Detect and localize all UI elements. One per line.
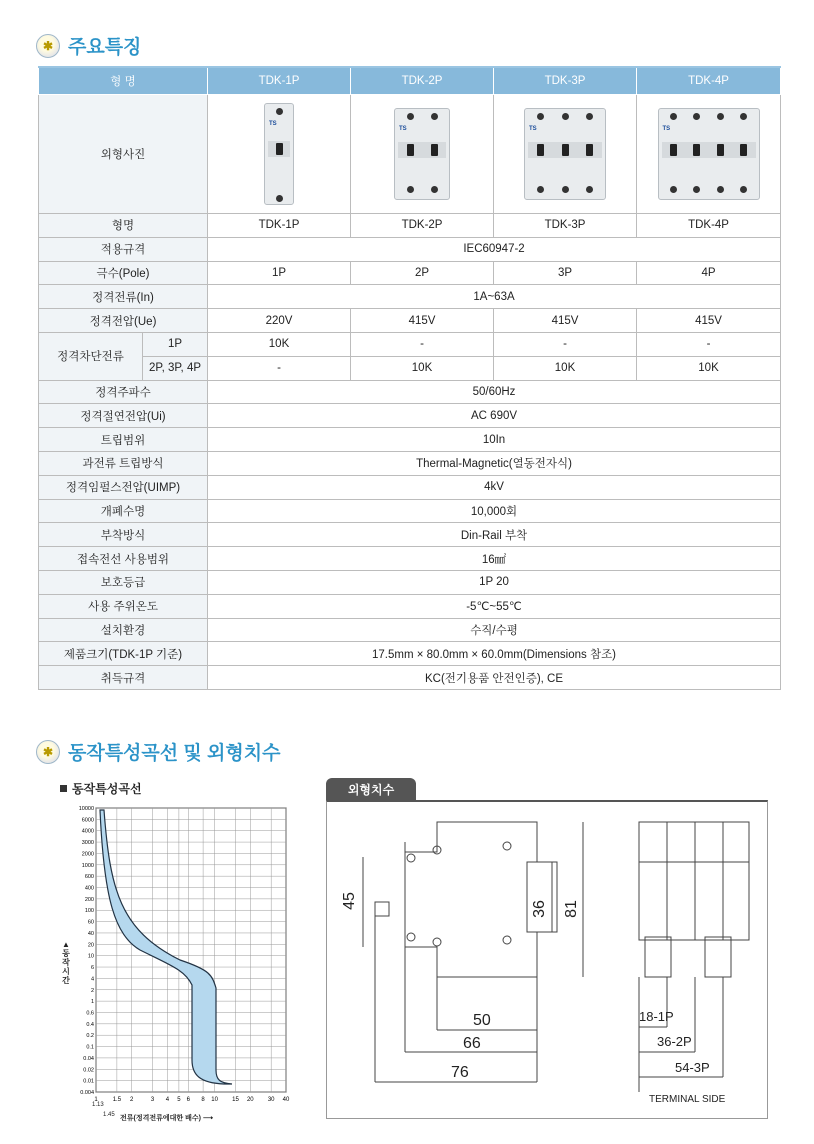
y-tick-label: 0.04: [83, 1055, 94, 1062]
table-row: [39, 309, 781, 333]
y-tick-label: 0.004: [80, 1090, 94, 1096]
row-label: 부착방식: [39, 523, 208, 547]
x-tick-label: 10: [211, 1097, 218, 1103]
row-label: 적용규격: [39, 237, 208, 261]
row-label: 정격주파수: [39, 380, 208, 404]
lightbulb-icon: ✱: [36, 34, 60, 58]
spec-table: [38, 66, 781, 690]
photo-row: [39, 95, 781, 214]
y-tick-label: 600: [84, 874, 94, 881]
table-row: [39, 332, 781, 356]
chart-frame: [96, 808, 286, 1092]
table-row: [39, 261, 781, 285]
x-tick-label: 1.5: [112, 1097, 122, 1103]
breaker-image-2p: TS: [394, 108, 450, 200]
y-tick-label: 4000: [81, 828, 94, 835]
section-title-curves: [36, 738, 280, 765]
cell: 10K: [637, 356, 781, 380]
cell: -: [494, 332, 637, 356]
dim-36-2p: 36-2P: [657, 1034, 692, 1049]
x-tick-label: 40: [282, 1097, 290, 1103]
row-label: 제품크기(TDK-1P 기준): [39, 642, 208, 666]
cell: -5℃~55℃: [208, 594, 781, 618]
cell: 2P: [351, 261, 494, 285]
table-row: [39, 428, 781, 452]
curve-title: 동작특성곡선: [72, 782, 142, 796]
y-tick-label: 1: [90, 999, 94, 1006]
row-label: 취득규격: [39, 666, 208, 690]
curve-x-label: 전류(정격전류에대한 배수) ⟶: [120, 1115, 213, 1122]
table-row: [39, 594, 781, 618]
cell: -: [637, 332, 781, 356]
x-tick-label: 2: [130, 1097, 134, 1103]
table-row: [39, 380, 781, 404]
table-row: [39, 499, 781, 523]
table-row: [39, 214, 781, 238]
cell: 415V: [637, 309, 781, 333]
cell: 3P: [494, 261, 637, 285]
dim-81: 81: [562, 900, 580, 918]
breaker-image-4p: TS: [658, 108, 760, 200]
cell: AC 690V: [208, 404, 781, 428]
row-label: 접속전선 사용범위: [39, 547, 208, 571]
cell: -: [351, 332, 494, 356]
cell: TDK-3P: [494, 214, 637, 238]
dim-36: 36: [530, 900, 548, 918]
cell: 16㎟: [208, 547, 781, 571]
table-row: [39, 404, 781, 428]
table-row: [39, 570, 781, 594]
x-tick-label: 1: [94, 1097, 98, 1103]
cell: 10K: [351, 356, 494, 380]
x-tick-label: 4: [165, 1097, 170, 1103]
cell: -: [208, 356, 351, 380]
cell: TDK-1P: [208, 214, 351, 238]
cell: 220V: [208, 309, 351, 333]
breaker-image-3p: TS: [524, 108, 606, 200]
y-tick-label: 3000: [81, 840, 94, 847]
square-bullet-icon: [60, 785, 67, 792]
cell: 1A~63A: [208, 285, 781, 309]
row-label: 정격전류(In): [39, 285, 208, 309]
section-title-text: 주요특징: [68, 37, 142, 58]
y-tick-label: 4: [90, 976, 94, 983]
table-row: [39, 523, 781, 547]
row-label: 설치환경: [39, 618, 208, 642]
row-label: 사용 주위온도: [39, 594, 208, 618]
table-row: [39, 618, 781, 642]
table-row: [39, 356, 781, 380]
cell: 10In: [208, 428, 781, 452]
cell: 50/60Hz: [208, 380, 781, 404]
table-header-row: [39, 67, 781, 95]
cell: IEC60947-2: [208, 237, 781, 261]
cell: 1P 20: [208, 570, 781, 594]
table-row: [39, 666, 781, 690]
row-label: 형명: [39, 214, 208, 238]
row-label: 정격임펄스전압(UIMP): [39, 475, 208, 499]
cell: TDK-2P: [351, 214, 494, 238]
y-tick-label: 40: [87, 930, 94, 937]
table-row: [39, 285, 781, 309]
y-tick-label: 1000: [81, 862, 94, 869]
table-row: [39, 642, 781, 666]
table-row: [39, 475, 781, 499]
table-row: [39, 237, 781, 261]
breaker-image-1p: TS: [264, 103, 294, 205]
table-row: [39, 451, 781, 475]
dim-50: 50: [473, 1012, 491, 1029]
row-label: 과전류 트립방식: [39, 451, 208, 475]
dim-66: 66: [463, 1035, 481, 1052]
header-cell: TDK-1P: [208, 67, 351, 95]
y-label-text: 동작시간: [62, 949, 70, 985]
y-tick-label: 60: [87, 919, 94, 926]
y-tick-label: 10000: [78, 806, 94, 812]
cell: 10K: [208, 332, 351, 356]
y-tick-label: 0.6: [86, 1010, 94, 1017]
row-label: 정격차단전류: [39, 332, 143, 380]
product-photo-2p: [351, 95, 494, 214]
cell: TDK-4P: [637, 214, 781, 238]
y-tick-label: 0.01: [83, 1078, 94, 1085]
y-tick-label: 2000: [81, 851, 94, 858]
breaker-front-outline: [405, 822, 537, 977]
cell: Din-Rail 부착: [208, 523, 781, 547]
cell: KC(전기용품 안전인증), CE: [208, 666, 781, 690]
x-tick-label: 30: [267, 1097, 275, 1103]
x-tick-label: 8: [201, 1097, 205, 1103]
cell: 415V: [351, 309, 494, 333]
row-label: 개폐수명: [39, 499, 208, 523]
row-label: 트립범위: [39, 428, 208, 452]
cell: 1P: [208, 261, 351, 285]
cell: 수직/수평: [208, 618, 781, 642]
cell: 4kV: [208, 475, 781, 499]
dim-18-1p: 18-1P: [639, 1009, 674, 1024]
x-tick-label: 20: [246, 1097, 254, 1103]
y-tick-label: 6000: [81, 817, 94, 824]
trip-curve-band: [100, 810, 232, 1084]
row-label: 정격전압(Ue): [39, 309, 208, 333]
y-tick-label: 6: [90, 965, 94, 972]
product-photo-1p: [208, 95, 351, 214]
header-cell: 형 명: [39, 67, 208, 95]
header-cell: TDK-2P: [351, 67, 494, 95]
x-extra-tick: 1.13: [92, 1102, 104, 1108]
table-row: [39, 547, 781, 571]
sub-label: 1P: [143, 332, 208, 356]
lightbulb-icon: ✱: [36, 740, 60, 764]
cell: 10,000회: [208, 499, 781, 523]
row-label: 보호등급: [39, 570, 208, 594]
y-tick-label: 0.02: [83, 1067, 94, 1074]
trip-curve-chart: [60, 800, 300, 1130]
x-tick-label: 5: [177, 1097, 181, 1103]
cell: 10K: [494, 356, 637, 380]
row-label: 외형사진: [39, 95, 208, 214]
curve-y-label: ▲ 동작시간: [62, 940, 70, 985]
x-extra-tick: 1.45: [103, 1112, 115, 1118]
product-photo-4p: [637, 95, 781, 214]
section-title-features: [36, 32, 141, 59]
x-tick-label: 15: [232, 1097, 239, 1103]
y-tick-label: 0.2: [86, 1033, 94, 1040]
cell: Thermal-Magnetic(열동전자식): [208, 451, 781, 475]
dimensions-drawing: [326, 800, 768, 1119]
y-tick-label: 0.1: [86, 1044, 94, 1051]
y-tick-label: 400: [84, 885, 94, 892]
y-tick-label: 10: [87, 953, 94, 960]
sub-label: 2P, 3P, 4P: [143, 356, 208, 380]
dimensions-tab: 외형치수: [326, 778, 416, 800]
section-title-text: 동작특성곡선 및 외형치수: [68, 743, 281, 764]
cell: 17.5mm × 80.0mm × 60.0mm(Dimensions 참조): [208, 642, 781, 666]
header-cell: TDK-4P: [637, 67, 781, 95]
y-tick-label: 20: [87, 942, 94, 949]
product-photo-3p: [494, 95, 637, 214]
cell: 4P: [637, 261, 781, 285]
x-tick-label: 3: [150, 1097, 155, 1103]
row-label: 정격절연전압(Ui): [39, 404, 208, 428]
y-tick-label: 200: [84, 896, 94, 903]
cell: 415V: [494, 309, 637, 333]
dim-54-3p: 54-3P: [675, 1060, 710, 1075]
terminal-side-label: TERMINAL SIDE: [649, 1094, 726, 1105]
row-label: 극수(Pole): [39, 261, 208, 285]
curve-subtitle: [60, 780, 142, 797]
y-tick-label: 0.4: [86, 1021, 94, 1028]
x-tick-label: 6: [186, 1097, 190, 1103]
x-label-text: 전류(정격전류에대한 배수): [120, 1115, 201, 1122]
dim-76: 76: [451, 1064, 469, 1081]
y-tick-label: 2: [90, 987, 94, 994]
header-cell: TDK-3P: [494, 67, 637, 95]
y-tick-label: 100: [84, 908, 94, 915]
dim-45: 45: [340, 892, 358, 910]
